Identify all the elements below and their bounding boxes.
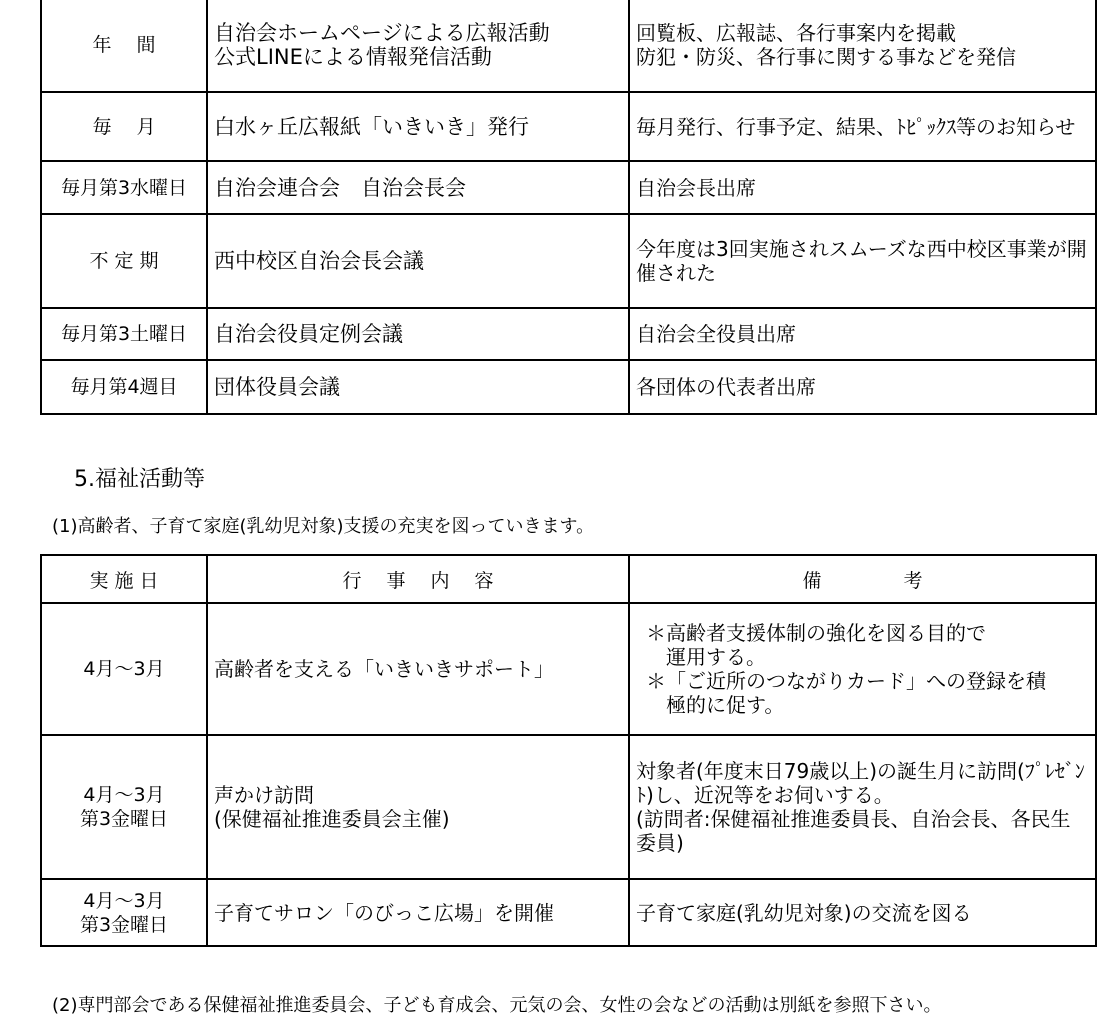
period-text: 毎月第4週目 [70, 376, 178, 398]
note-text: 対象者(年度末日79歳以上)の誕生月に訪問(ﾌﾟﾚｾﾞﾝﾄ)し、近況等をお伺いする。 (訪問者:保健福祉推進委員長、自治会長、各民生委員) [636, 759, 1085, 855]
event-cell [207, 92, 629, 161]
event-cell [207, 360, 629, 414]
note-text: 自治会長出席 [636, 175, 756, 200]
event-text: 高齢者を支える「いきいきサポート」 [214, 657, 554, 681]
event-text: 自治会ホームページによる広報活動 公式LINEによる情報発信活動 [214, 21, 550, 69]
note-cell [629, 360, 1096, 414]
table-row [41, 879, 1096, 946]
note-text: 毎月発行、行事予定、結果、ﾄﾋﾟｯｸｽ等のお知らせ [636, 114, 1076, 139]
table-row [41, 92, 1096, 161]
note-text: 回覧板、広報誌、各行事案内を掲載 防犯・防災、各行事に関する事などを発信 [636, 21, 1016, 69]
date-text: 4月～3月 第3金曜日 [79, 784, 169, 830]
section-title: 5.福祉活動等 [74, 467, 205, 492]
date-cell [41, 735, 207, 879]
table-row [41, 308, 1096, 360]
table-row [41, 161, 1096, 214]
date-cell [41, 603, 207, 735]
period-cell [41, 360, 207, 414]
header-note: 備 考 [629, 555, 1096, 603]
event-cell [207, 161, 629, 214]
period-text: 毎月第3水曜日 [60, 176, 188, 199]
event-text: 自治会役員定例会議 [214, 322, 403, 346]
table-row [41, 603, 1096, 735]
note-text: 自治会全役員出席 [636, 322, 796, 346]
event-cell [207, 603, 629, 735]
event-text: 白水ヶ丘広報紙「いきいき」発行 [214, 114, 529, 139]
note-cell [629, 161, 1096, 214]
note-cell [629, 735, 1096, 879]
event-cell [207, 214, 629, 308]
period-cell [41, 161, 207, 214]
welfare-table [40, 554, 1097, 947]
note-text: 各団体の代表者出席 [636, 375, 816, 399]
note-text: ＊「ご近所のつながりカード」への登録を積 極的に促す。 [646, 669, 1046, 717]
event-text: 自治会連合会 自治会長会 [214, 175, 466, 200]
note-text: ＊高齢者支援体制の強化を図る目的で 運用する。 [646, 621, 986, 669]
note-cell [629, 603, 1096, 735]
activities-table [40, 0, 1097, 415]
date-text: 4月～3月 第3金曜日 [79, 889, 169, 936]
table-row [41, 735, 1096, 879]
note-cell [629, 92, 1096, 161]
table-row [41, 214, 1096, 308]
event-cell [207, 0, 629, 92]
header-date: 実 施 日 [41, 555, 207, 603]
event-text: 子育てサロン「のびっこ広場」を開催 [214, 900, 554, 925]
note-cell [629, 308, 1096, 360]
table-row [41, 360, 1096, 414]
period-cell [41, 308, 207, 360]
period-text: 毎月第3土曜日 [60, 323, 188, 345]
period-text: 毎 月 [92, 115, 156, 138]
period-cell [41, 0, 207, 92]
section-note-2: (2)専門部会である保健福祉推進委員会、子ども育成会、元気の会、女性の会などの活動は別紙を参照下さい。 [52, 995, 942, 1016]
table-header-row [41, 555, 1096, 603]
note-cell [629, 0, 1096, 92]
event-text: 声かけ訪問 (保健福祉推進委員会主催) [214, 783, 450, 831]
event-cell [207, 735, 629, 879]
section-note-1: (1)高齢者、子育て家庭(乳幼児対象)支援の充実を図っていきます。 [52, 516, 595, 537]
event-text: 団体役員会議 [214, 375, 340, 399]
event-text: 西中校区自治会長会議 [214, 249, 424, 273]
note-cell [629, 879, 1096, 946]
date-cell [41, 879, 207, 946]
period-text: 年 間 [92, 34, 156, 56]
note-text: 今年度は3回実施されスムーズな西中校区事業が開催された [636, 237, 1087, 285]
period-cell [41, 214, 207, 308]
event-cell [207, 879, 629, 946]
header-event: 行 事 内 容 [207, 555, 629, 603]
event-cell [207, 308, 629, 360]
period-text: 不 定 期 [89, 250, 159, 272]
date-text: 4月～3月 [83, 658, 165, 680]
note-cell [629, 214, 1096, 308]
period-cell [41, 92, 207, 161]
note-text: 子育て家庭(乳幼児対象)の交流を図る [636, 900, 972, 925]
table-row [41, 0, 1096, 92]
